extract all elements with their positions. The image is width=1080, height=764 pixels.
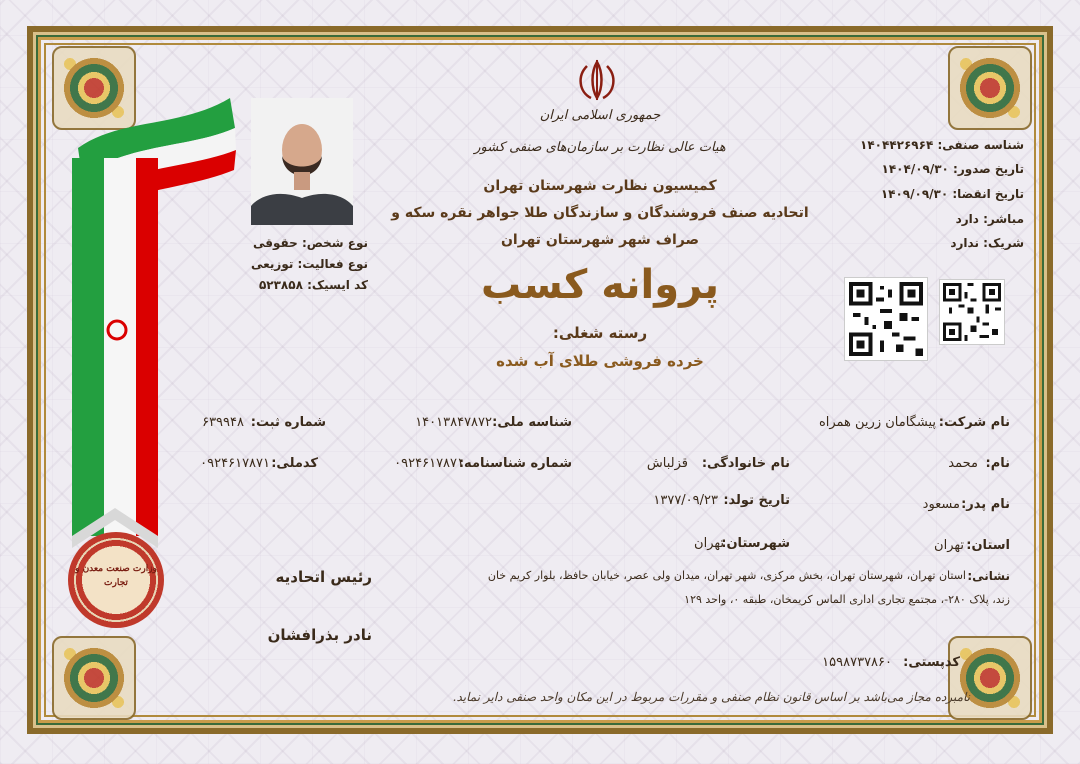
person-type: نوع شخص: حقوقی [252, 236, 368, 250]
national-id-label: شناسه ملی: [492, 415, 572, 430]
city-value: تهران [694, 536, 724, 551]
province-label: استان: [966, 538, 1010, 553]
signature-name: نادر بذرافشان [267, 626, 372, 644]
address-line-2: زند، پلاک ۲۸۰-، مجتمع تجاری اداری الماس کریمخان، طبقه ۰، واحد ۱۲۹ [684, 593, 1010, 606]
id-number-value: ۰۹۲۴۶۱۷۸۷۱ [394, 456, 464, 471]
issue-date: تاریخ صدور: ۱۴۰۴/۰۹/۳۰ [881, 162, 1024, 176]
commission-name: کمیسیون نظارت شهرستان تهران [483, 178, 717, 194]
footer-note: نامبرده مجاز می‌باشد بر اساس قانون نظام صنفی و مقررات مربوط در این مکان واحد صنفی دایر نماید. [452, 690, 970, 704]
expire-date: تاریخ انقضا: ۱۴۰۹/۰۹/۳۰ [880, 187, 1024, 201]
father-name-value: مسعود [922, 497, 960, 512]
direct-manager: مباشر: دارد [955, 212, 1024, 226]
qr-code-1[interactable] [844, 277, 928, 361]
id-number-label: شماره شناسنامه: [458, 456, 572, 471]
company-value: پیشگامان زرین همراه [818, 415, 936, 430]
corner-ornament-bottom-right [948, 636, 1032, 720]
partner: شریک: ندارد [950, 236, 1024, 250]
board-name: هیات عالی نظارت بر سازمان‌های صنفی کشور [474, 140, 726, 155]
isic-code: کد ایسیک: ۵۲۳۸۵۸ [258, 278, 368, 292]
melli-code-value: ۰۹۲۴۶۱۷۸۷۱ [200, 456, 270, 471]
city-label: شهرستان: [721, 536, 790, 551]
category-label: رسته شغلی: [552, 324, 648, 342]
address-line-1: استان تهران، شهرستان تهران، بخش مرکزی، شهر تهران، میدان ولی عصر، خیابان حافظ، بلوار کریم خان [487, 569, 966, 582]
national-id-value: ۱۴۰۱۳۸۴۷۸۷۲ [415, 415, 492, 430]
reg-no-value: ۶۳۹۹۴۸ [202, 415, 244, 430]
union-line-1: اتحادیه صنف فروشندگان و سازندگان طلا جواهر نقره سکه و [391, 205, 809, 221]
family-name-label: نام خانوادگی: [701, 456, 790, 471]
province-value: تهران [934, 538, 964, 553]
birth-date-value: ۱۳۷۷/۰۹/۲۳ [653, 493, 718, 508]
postal-code-value: ۱۵۹۸۷۳۷۸۶۰ [822, 655, 892, 670]
family-name-value: قزلباش [646, 456, 688, 471]
reg-no-label: شماره ثبت: [250, 415, 326, 430]
first-name-value: محمد [948, 456, 978, 471]
birth-date-label: تاریخ تولد: [723, 493, 790, 508]
iran-flag-ribbon [60, 88, 250, 558]
address-label: نشانی: [967, 569, 1010, 583]
melli-code-label: کدملی: [271, 456, 318, 471]
father-name-label: نام پدر: [961, 497, 1010, 512]
signature-title: رئیس اتحادیه [275, 568, 372, 586]
document-title: پروانه کسب [481, 262, 719, 308]
iran-emblem-icon [573, 58, 621, 102]
country-name: جمهوری اسلامی ایران [539, 108, 661, 123]
first-name-label: نام: [985, 456, 1010, 471]
qr-code-2[interactable] [939, 279, 1005, 345]
corner-ornament-top-right [948, 46, 1032, 130]
postal-code-label: کدپستی: [903, 655, 960, 670]
holder-photo [251, 98, 353, 225]
company-label: نام شرکت: [938, 415, 1010, 430]
union-line-2: صراف شهر شهرستان تهران [500, 232, 699, 248]
seal-text: وزارت صنعت معدن و تجارت [75, 564, 157, 588]
category-value: خرده فروشی طلای آب شده [496, 352, 704, 370]
corner-ornament-bottom-left [52, 636, 136, 720]
activity-type: نوع فعالیت: توزیعی [251, 257, 368, 271]
guild-id: شناسه صنفی: ۱۴۰۴۴۲۶۹۶۴ [860, 138, 1024, 152]
ministry-seal [68, 532, 164, 628]
